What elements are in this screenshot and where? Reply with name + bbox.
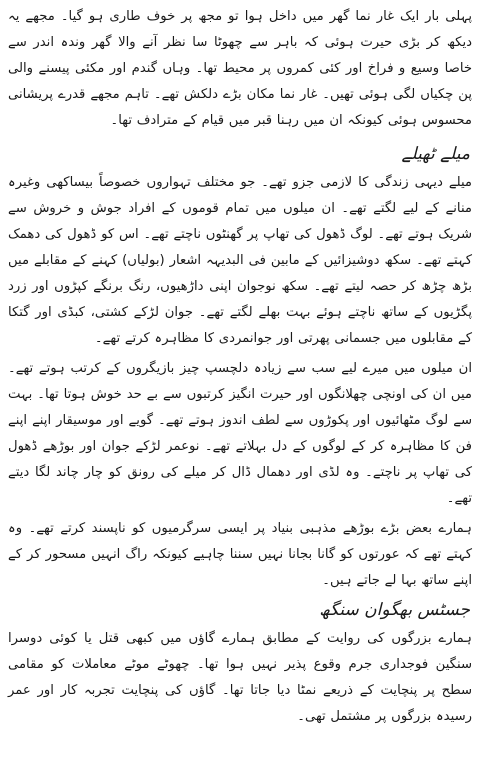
section-heading-fairs: میلے ٹھیلے <box>401 144 470 164</box>
paragraph-justice-1: ہمارے بزرگوں کی روایت کے مطابق ہمارے گاؤں میں کبھی قتل یا کوئی دوسرا سنگین فوجداری جرم وقوع پذیر نہیں ہوا تھا۔ چھوٹے موٹے معاملات کو مقامی سطح پر پنچایت کے ذریعے نمٹا دیا جاتا تھا۔ گاؤں کی پنچایت تجربہ کار اور عمر رسیدہ بزرگوں پر مشتمل تھی۔ <box>8 631 472 724</box>
section-heading-justice: جسٹس بھگوان سنگھ <box>319 600 470 620</box>
paragraph-intro: پہلی بار ایک غار نما گھر میں داخل ہوا تو مجھ پر خوف طاری ہو گیا۔ مجھے یہ دیکھ کر بڑی حیرت ہوئی کہ باہر سے چھوٹا سا نظر آنے والا گھر وندہ اندر سے خاصا وسیع و فراخ اور کئی کمروں پر محیط تھا۔ وہاں گندم اور مکئی پیسنے والی پن چکیاں لگی ہوئی تھیں۔ غار نما مکان بڑے دلکش تھے۔ تاہم مجھے قدرے پریشانی محسوس ہوئی کیونکہ ان میں رہنا قبر میں قیام کے مترادف تھا۔ <box>8 9 472 128</box>
paragraph-fairs-3: ہمارے بعض بڑے بوڑھے مذہبی بنیاد پر ایسی سرگرمیوں کو ناپسند کرتے تھے۔ وہ کہتے تھے کہ عورتوں کو گانا بجانا نہیں سننا چاہیے کیونکہ راگ انہیں مسحور کر کے اپنے ساتھ بہا لے جاتے ہیں۔ <box>8 521 472 588</box>
paragraph-fairs-2: ان میلوں میں میرے لیے سب سے زیادہ دلچسپ چیز بازیگروں کے کرتب ہوتے تھے۔ میں ان کی اونچی چھلانگوں اور حیرت انگیز کرتبوں سے بے حد خوش ہوتا تھا۔ بہت سے لوگ مٹھائیوں اور پکوڑوں سے لطف اندوز ہوتے تھے۔ گویے اور موسیقار اپنے اپنے فن کا مظاہرہ کر کے لوگوں کے دل بہلاتے تھے۔ نوعمر لڑکے جوان اور بوڑھے ڈھول کی تھاپ پر ناچتے۔ وہ لڈی اور دھمال ڈال کر میلے کی رونق کو چار چاند لگا دیتے تھے۔ <box>8 361 472 506</box>
paragraph-fairs-1: میلے دیہی زندگی کا لازمی جزو تھے۔ جو مختلف تہواروں خصوصاً بیساکھی وغیرہ منانے کے لیے لگتے تھے۔ ان میلوں میں تمام قوموں کے افراد جوش و خروش سے شریک ہوتے تھے۔ لوگ ڈھول کی تھاپ پر گھنٹوں ناچتے تھے۔ اس کو ڈھول کی دھمک کہتے تھے۔ سکھ دوشیزائیں کے مابین فی البدیہہ اشعار (بولیاں) کہنے کے مقابلے میں بڑھ چڑھ کر حصہ لیتے تھے۔ سکھ نوجوان اپنی داڑھیوں، رنگ برنگے کپڑوں اور زرد پگڑیوں کے ساتھ ناچتے ہوئے بہت بھلے لگتے تھے۔ جوان لڑکے کشتی، کبڈی اور گتکا کے مقابلوں میں جسمانی پھرتی اور جوانمردی کا مظاہرہ کرتے تھے۔ <box>8 175 472 346</box>
